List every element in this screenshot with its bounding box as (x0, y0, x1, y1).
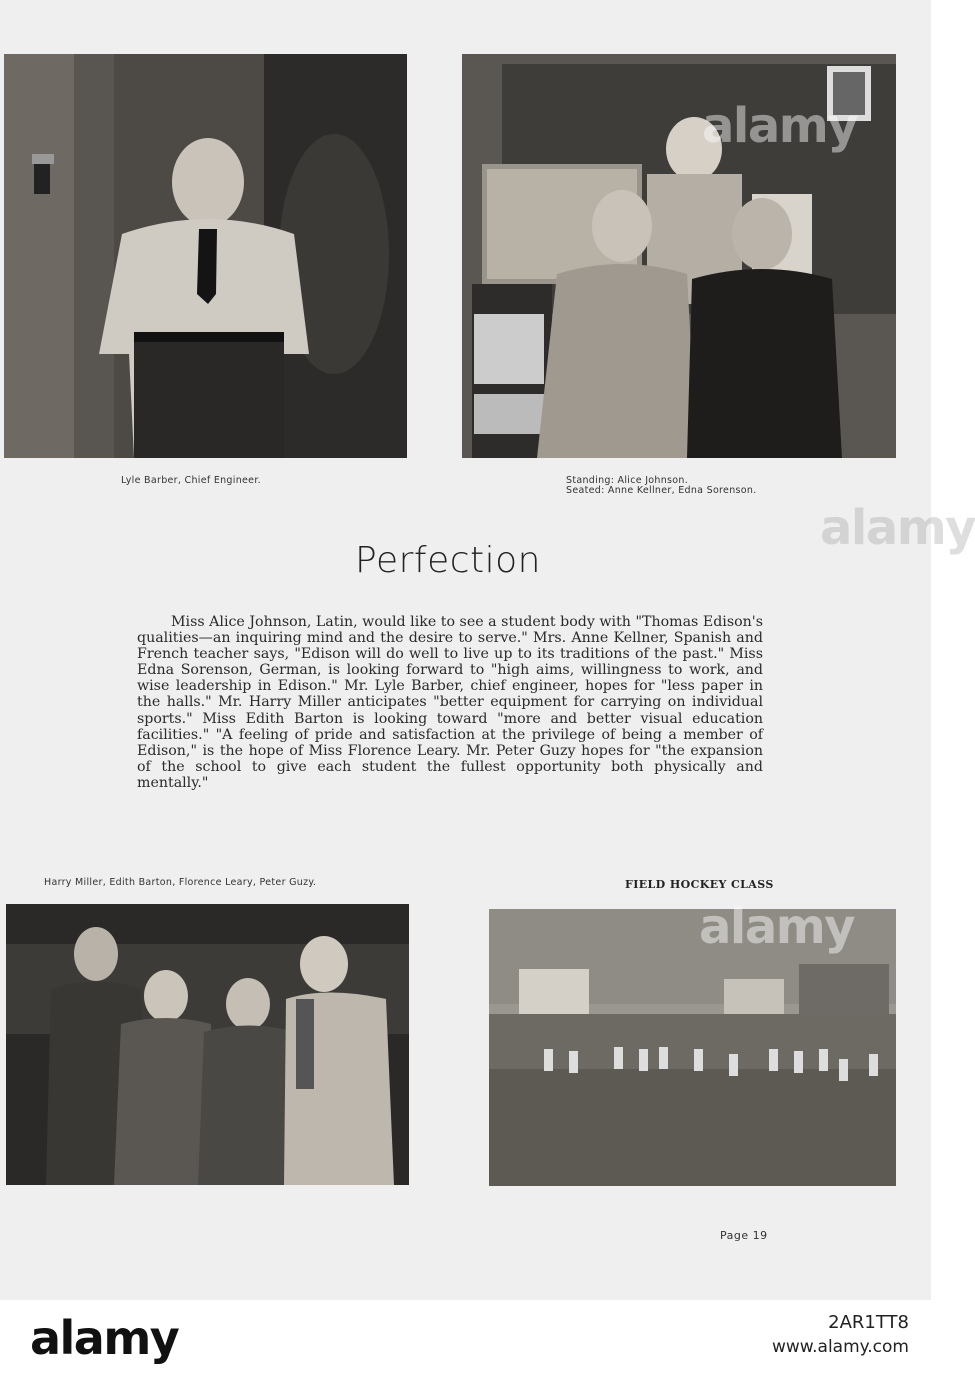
caption-chief-engineer: Lyle Barber, Chief Engineer. (121, 475, 261, 486)
photo-field-hockey-class (489, 899, 896, 1186)
site-url: www.alamy.com (771, 1337, 909, 1357)
watermark-text: alamy (702, 98, 858, 154)
caption-standing: Standing: Alice Johnson. (566, 475, 689, 486)
page-title: Perfection (355, 540, 541, 581)
caption-staff-group: Harry Miller, Edith Barton, Florence Leary, Peter Guzy. (44, 877, 317, 888)
page-number: Page 19 (720, 1229, 768, 1242)
watermark-text: alamy (820, 500, 975, 556)
watermark-text: alamy (699, 899, 855, 955)
alamy-logo: alamy (30, 1311, 179, 1365)
image-id: 2AR1TT8 (828, 1312, 909, 1333)
field-hockey-label: FIELD HOCKEY CLASS (625, 878, 774, 891)
image-id-block (772, 1311, 909, 1359)
caption-seated: Seated: Anne Kellner, Edna Sorenson. (566, 485, 757, 496)
photo-language-teachers (462, 54, 896, 458)
photo-staff-group (6, 904, 409, 1185)
article-body: Miss Alice Johnson, Latin, would like to see a student body with "Thomas Edison's qualities—an inquiring mind and the desire to serve." Mrs. Anne Kellner, Spanish and French teacher says, "Edison will do well to live up to its traditions of the past." Miss Edna Sorenson, German, is looking forward to "high aims, willingness to work, and wise leadership in Edison." Mr. Lyle Barber, chief engineer, hopes for "less paper in the halls." Mr. Harry Miller anticipates "better equipment for carrying on individual sports." Miss Edith Barton is looking toward "more and better visual education facilities." "A feeling of pride and satisfaction at the privilege of being a member of Edison," is the hope of Miss Florence Leary. Mr. Peter Guzy hopes for "the expansion of the school to give each student the fullest opportunity both physically and mentally." (137, 614, 763, 791)
caption-language-teachers (566, 476, 757, 496)
photo-chief-engineer (4, 54, 407, 458)
